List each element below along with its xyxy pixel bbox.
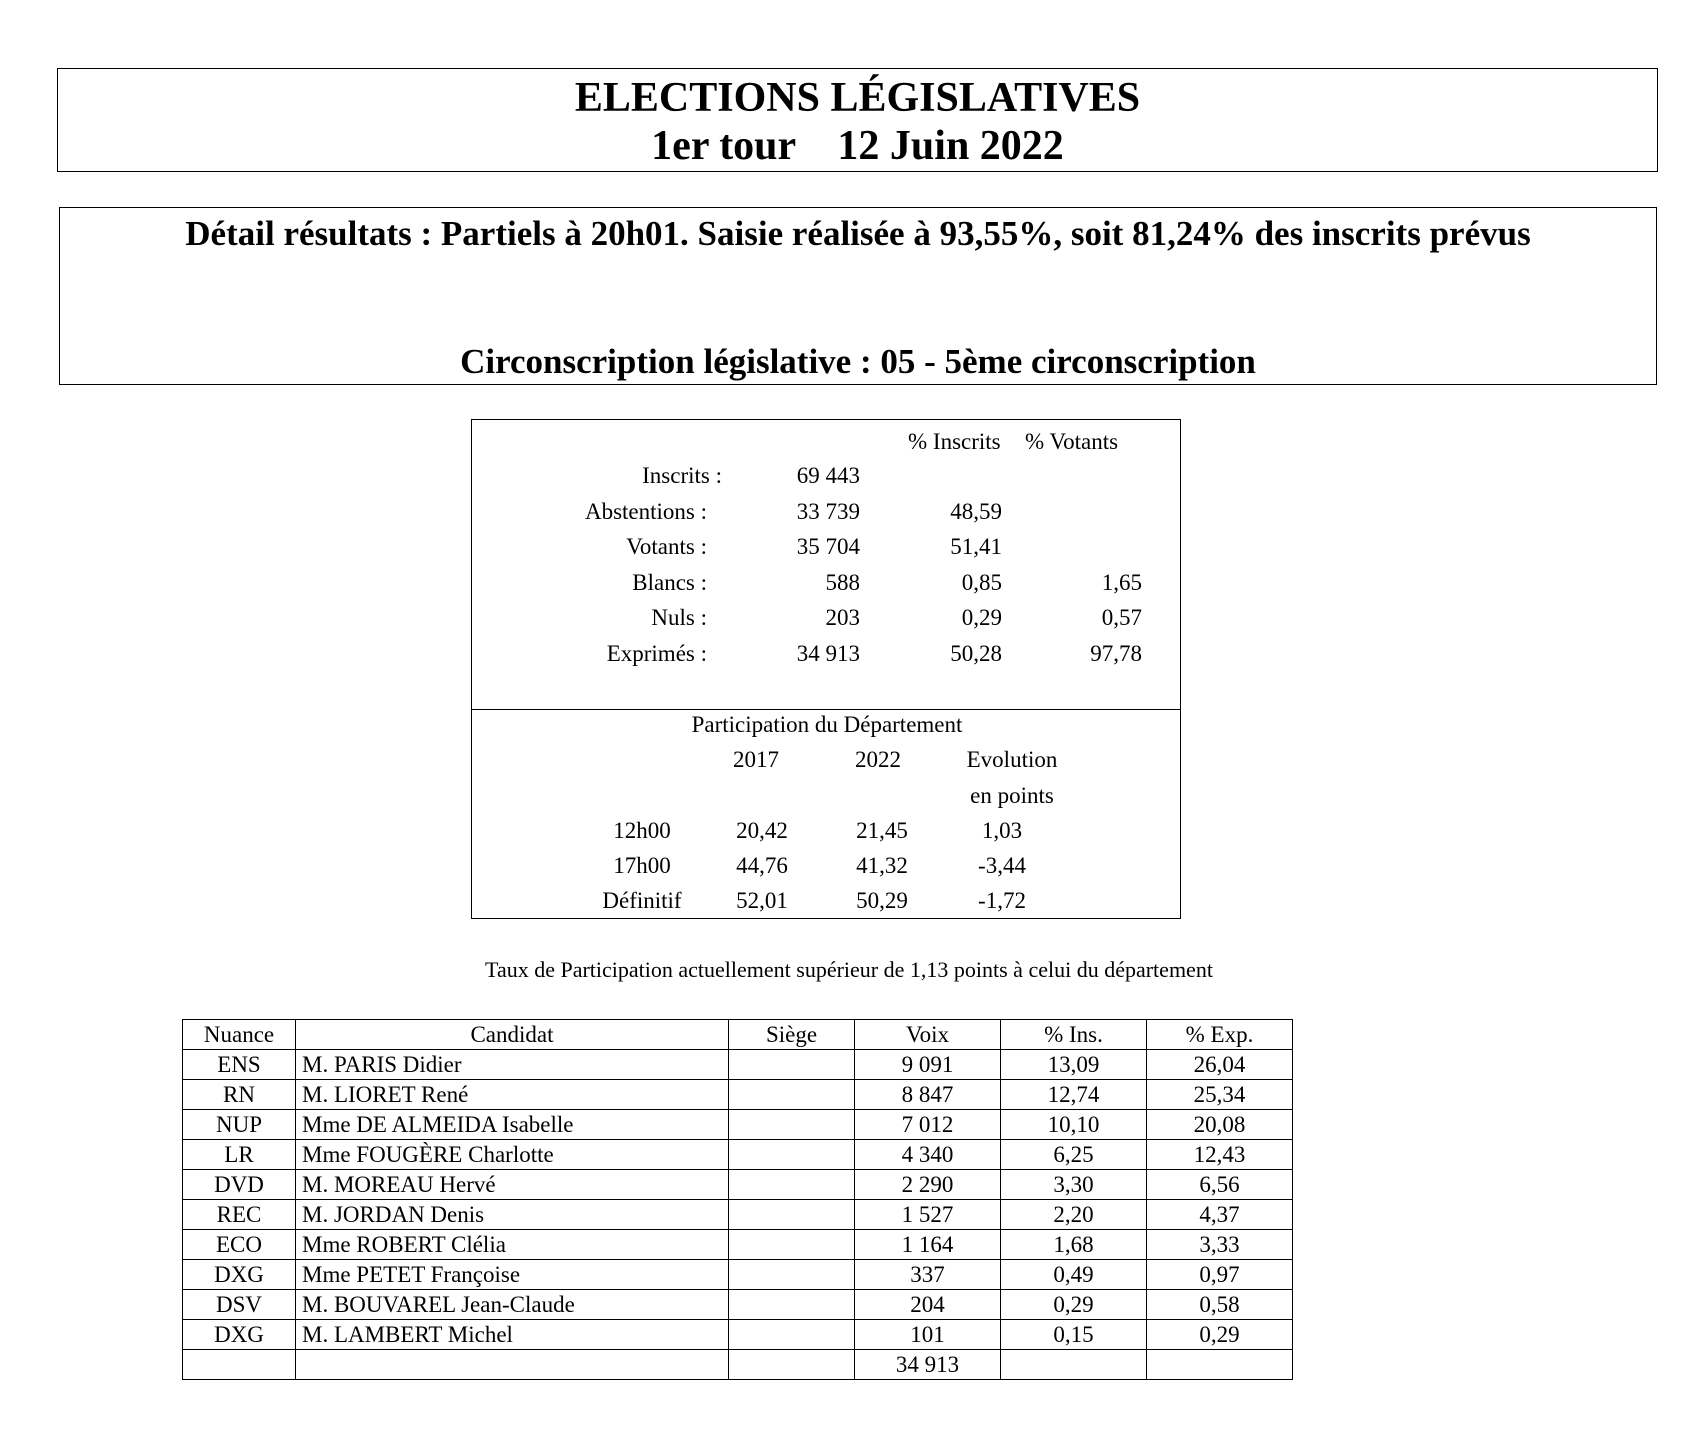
col-header-evolution: Evolution [966, 747, 1058, 772]
table-row [183, 1290, 1293, 1320]
col-header-inscrits: % Inscrits [908, 429, 1001, 454]
cell-candidat: Mme ROBERT Clélia [296, 1230, 729, 1260]
cell-siege [729, 1260, 855, 1290]
header-siege: Siège [729, 1020, 855, 1050]
cell-voix: 1 527 [855, 1200, 1001, 1230]
cell-pct-ins: 6,25 [1001, 1140, 1147, 1170]
title-box [57, 68, 1658, 172]
table-row [183, 1140, 1293, 1170]
cell-nuance: LR [183, 1140, 296, 1170]
participation-note: Taux de Participation actuellement supérieur de 1,13 points à celui du département [485, 957, 1213, 982]
stats-pct-votants: 0,57 [1101, 605, 1142, 630]
cell-nuance: ENS [183, 1050, 296, 1080]
cell-siege [729, 1230, 855, 1260]
cell-candidat: M. PARIS Didier [296, 1050, 729, 1080]
cell-candidat: Mme PETET Françoise [296, 1260, 729, 1290]
results-header-row [183, 1020, 1293, 1050]
stats-box [471, 419, 1181, 710]
participation-2017: 44,76 [736, 853, 788, 878]
total-voix: 34 913 [855, 1350, 1001, 1380]
participation-time: 12h00 [613, 818, 671, 843]
stats-pct-inscrits: 48,59 [950, 499, 1002, 524]
cell-nuance: REC [183, 1200, 296, 1230]
cell-voix: 8 847 [855, 1080, 1001, 1110]
cell-siege [729, 1170, 855, 1200]
cell-candidat: M. LAMBERT Michel [296, 1320, 729, 1350]
table-row [183, 1230, 1293, 1260]
stats-value: 69 443 [796, 463, 860, 488]
stats-pct-inscrits: 0,85 [961, 570, 1002, 595]
cell-pct-ins: 0,15 [1001, 1320, 1147, 1350]
cell-candidat: M. LIORET René [296, 1080, 729, 1110]
cell-candidat: M. BOUVAREL Jean-Claude [296, 1290, 729, 1320]
header-pct-ins: % Ins. [1001, 1020, 1147, 1050]
header-voix: Voix [855, 1020, 1001, 1050]
table-row [183, 1200, 1293, 1230]
cell-nuance: DVD [183, 1170, 296, 1200]
stats-label: Exprimés : [606, 641, 707, 666]
cell-candidat: M. JORDAN Denis [296, 1200, 729, 1230]
cell-voix: 7 012 [855, 1110, 1001, 1140]
table-row [183, 1170, 1293, 1200]
results-body [183, 1050, 1293, 1380]
cell-nuance: DXG [183, 1260, 296, 1290]
cell-nuance: ECO [183, 1230, 296, 1260]
stats-label: Nuls : [651, 605, 707, 630]
cell-siege [729, 1080, 855, 1110]
cell-pct-exp: 3,33 [1147, 1230, 1293, 1260]
stats-pct-inscrits: 0,29 [961, 605, 1002, 630]
cell-nuance: DXG [183, 1320, 296, 1350]
cell-voix: 101 [855, 1320, 1001, 1350]
cell-voix: 9 091 [855, 1050, 1001, 1080]
cell-pct-ins: 3,30 [1001, 1170, 1147, 1200]
cell-nuance: DSV [183, 1290, 296, 1320]
cell-voix: 2 290 [855, 1170, 1001, 1200]
stats-label: Blancs : [632, 570, 707, 595]
cell-pct-ins: 1,68 [1001, 1230, 1147, 1260]
cell-nuance: NUP [183, 1110, 296, 1140]
total-spacer [1147, 1350, 1293, 1380]
cell-pct-exp: 12,43 [1147, 1140, 1293, 1170]
stats-pct-votants: 1,65 [1101, 570, 1142, 595]
table-row [183, 1080, 1293, 1110]
cell-nuance: RN [183, 1080, 296, 1110]
participation-evolution: -1,72 [978, 888, 1026, 913]
table-row [183, 1110, 1293, 1140]
detail-status: Détail résultats : Partiels à 20h01. Saisie réalisée à 93,55%, soit 81,24% des inscrits prévus [185, 214, 1531, 253]
circonscription-title: Circonscription législative : 05 - 5ème circonscription [460, 342, 1256, 381]
stats-value: 203 [825, 605, 860, 630]
cell-siege [729, 1140, 855, 1170]
cell-pct-ins: 10,10 [1001, 1110, 1147, 1140]
cell-pct-ins: 2,20 [1001, 1200, 1147, 1230]
cell-candidat: M. MOREAU Hervé [296, 1170, 729, 1200]
table-row [183, 1320, 1293, 1350]
stats-label: Votants : [626, 534, 707, 559]
total-spacer [1001, 1350, 1147, 1380]
detail-box [59, 207, 1657, 385]
total-row [183, 1350, 1293, 1380]
participation-evolution: -3,44 [978, 853, 1026, 878]
stats-pct-inscrits: 50,28 [950, 641, 1002, 666]
cell-candidat: Mme FOUGÈRE Charlotte [296, 1140, 729, 1170]
cell-siege [729, 1290, 855, 1320]
stats-value: 34 913 [796, 641, 860, 666]
col-header-votants: % Votants [1025, 429, 1119, 454]
cell-pct-exp: 0,29 [1147, 1320, 1293, 1350]
participation-evolution: 1,03 [981, 818, 1023, 843]
participation-2022: 41,32 [856, 853, 908, 878]
stats-label: Inscrits : [642, 463, 722, 488]
cell-candidat: Mme DE ALMEIDA Isabelle [296, 1110, 729, 1140]
cell-pct-exp: 25,34 [1147, 1080, 1293, 1110]
cell-pct-ins: 13,09 [1001, 1050, 1147, 1080]
col-header-2017: 2017 [733, 747, 779, 772]
cell-voix: 204 [855, 1290, 1001, 1320]
cell-voix: 4 340 [855, 1140, 1001, 1170]
cell-siege [729, 1110, 855, 1140]
results-table [182, 1019, 1293, 1380]
participation-2022: 21,45 [856, 818, 908, 843]
cell-pct-exp: 0,97 [1147, 1260, 1293, 1290]
cell-voix: 1 164 [855, 1230, 1001, 1260]
cell-pct-exp: 20,08 [1147, 1110, 1293, 1140]
stats-pct-votants: 97,78 [1090, 641, 1142, 666]
cell-voix: 337 [855, 1260, 1001, 1290]
stats-pct-inscrits: 51,41 [950, 534, 1002, 559]
stats-label: Abstentions : [584, 499, 707, 524]
total-spacer [729, 1350, 855, 1380]
cell-pct-ins: 12,74 [1001, 1080, 1147, 1110]
page-title: ELECTIONS LÉGISLATIVES [574, 75, 1141, 121]
header-candidat: Candidat [296, 1020, 729, 1050]
header-nuance: Nuance [183, 1020, 296, 1050]
total-spacer [183, 1350, 296, 1380]
stats-value: 33 739 [796, 499, 860, 524]
page-subtitle: 1er tour 12 Juin 2022 [651, 123, 1064, 169]
table-row [183, 1050, 1293, 1080]
cell-siege [729, 1050, 855, 1080]
total-spacer [296, 1350, 729, 1380]
participation-box [471, 709, 1181, 919]
cell-siege [729, 1320, 855, 1350]
participation-time: Définitif [602, 888, 682, 913]
col-header-2022: 2022 [855, 747, 901, 772]
col-header-en-points: en points [970, 783, 1054, 808]
cell-siege [729, 1200, 855, 1230]
stats-value: 35 704 [796, 534, 860, 559]
table-row [183, 1260, 1293, 1290]
stats-value: 588 [825, 570, 860, 595]
cell-pct-exp: 4,37 [1147, 1200, 1293, 1230]
cell-pct-ins: 0,29 [1001, 1290, 1147, 1320]
participation-title: Participation du Département [691, 712, 963, 737]
cell-pct-ins: 0,49 [1001, 1260, 1147, 1290]
participation-2017: 52,01 [736, 888, 788, 913]
participation-2022: 50,29 [856, 888, 908, 913]
participation-time: 17h00 [613, 853, 671, 878]
cell-pct-exp: 0,58 [1147, 1290, 1293, 1320]
cell-pct-exp: 26,04 [1147, 1050, 1293, 1080]
cell-pct-exp: 6,56 [1147, 1170, 1293, 1200]
header-pct-exp: % Exp. [1147, 1020, 1293, 1050]
participation-2017: 20,42 [736, 818, 788, 843]
